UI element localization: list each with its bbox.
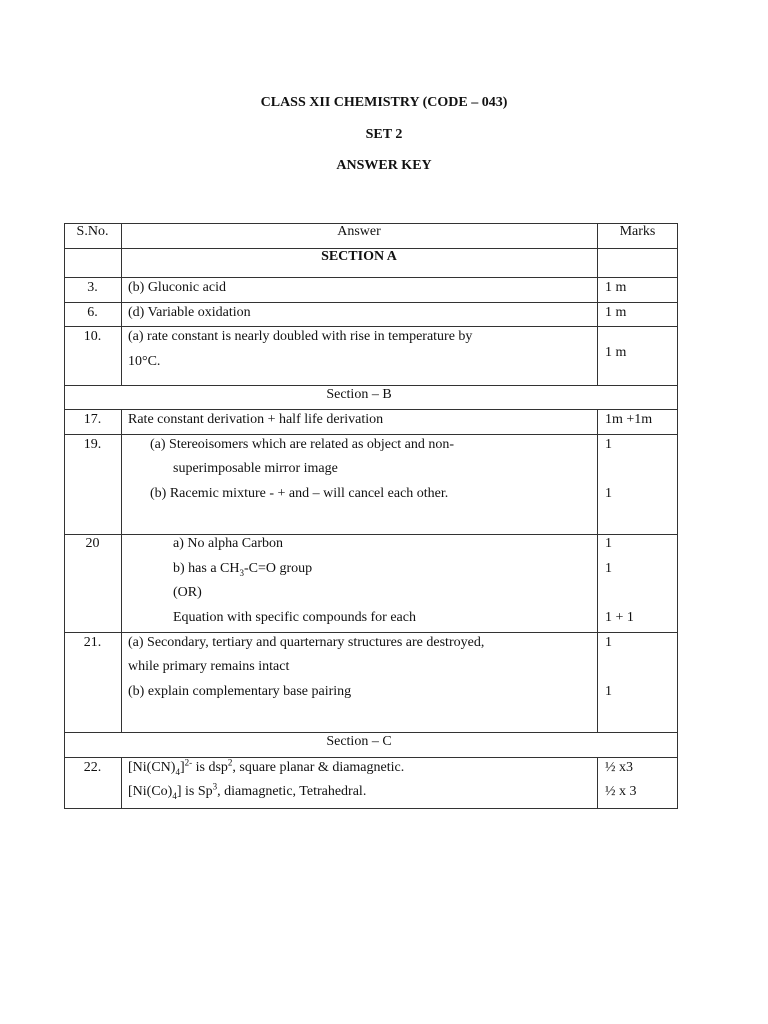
row-answer-line: (a) Secondary, tertiary and quarternary structures are destroyed,	[128, 635, 485, 650]
row-answer-line: 10°C.	[128, 354, 161, 369]
page-title: CLASS XII CHEMISTRY (CODE – 043)	[260, 95, 508, 110]
row-marks: 1 + 1	[605, 610, 634, 625]
section-c-heading: Section – C	[326, 734, 392, 749]
row-sno: 21.	[83, 635, 102, 650]
row-marks: 1 m	[605, 280, 627, 295]
row-answer-line: superimposable mirror image	[173, 461, 338, 476]
row-marks: 1	[605, 536, 612, 551]
row-sno: 22.	[83, 760, 102, 775]
row-answer-line: (OR)	[173, 585, 202, 600]
row-sno: 10.	[83, 329, 102, 344]
row-marks: 1 m	[605, 305, 627, 320]
row-answer-line: (a) rate constant is nearly doubled with rise in temperature by	[128, 329, 473, 344]
row-marks: 1m +1m	[605, 412, 653, 427]
row-answer-line: while primary remains intact	[128, 659, 290, 674]
row-answer-line: $[Ni(CN)_4]^{2-}$ is dsp$^2$, square planar & diamagnetic.	[128, 757, 405, 777]
row-answer: (b) Gluconic acid	[128, 280, 226, 295]
row-answer-line: (b) Racemic mixture - + and – will cancel each other.	[150, 486, 449, 501]
answer-key-heading: ANSWER KEY	[336, 158, 432, 173]
column-header-marks: Marks	[619, 224, 656, 239]
row-marks: ½ x 3	[605, 784, 637, 799]
row-marks: 1	[605, 684, 612, 699]
row-sno: 20	[85, 536, 100, 551]
row-marks: 1	[605, 561, 612, 576]
row-sno: 3.	[87, 280, 98, 295]
column-header-sno: S.No.	[76, 224, 109, 239]
row-sno: 6.	[87, 305, 98, 320]
row-answer-line: (a) Stereoisomers which are related as object and non-	[150, 437, 454, 452]
set-label: SET 2	[365, 127, 403, 142]
row-answer: (d) Variable oxidation	[128, 305, 251, 320]
row-answer-line: b) has a $CH_3-C=O$ group	[173, 561, 313, 578]
section-a-heading: SECTION A	[321, 249, 397, 264]
row-marks: 1	[605, 437, 612, 452]
section-b-heading: Section – B	[326, 387, 392, 402]
row-answer-line: $[Ni(Co)_4]$ is Sp$^3$, diamagnetic, Tetrahedral.	[128, 781, 367, 801]
row-answer: Rate constant derivation + half life derivation	[128, 412, 384, 427]
row-answer-line: Equation with specific compounds for each	[173, 610, 416, 625]
row-marks: 1	[605, 486, 612, 501]
row-marks: ½ x3	[605, 760, 633, 775]
column-header-answer: Answer	[337, 224, 381, 239]
row-sno: 17.	[83, 412, 102, 427]
row-marks: 1	[605, 635, 612, 650]
row-answer-line: (b) explain complementary base pairing	[128, 684, 352, 699]
row-sno: 19.	[83, 437, 102, 452]
row-marks: 1 m	[605, 345, 627, 360]
row-answer-line: a) No alpha Carbon	[173, 536, 284, 551]
